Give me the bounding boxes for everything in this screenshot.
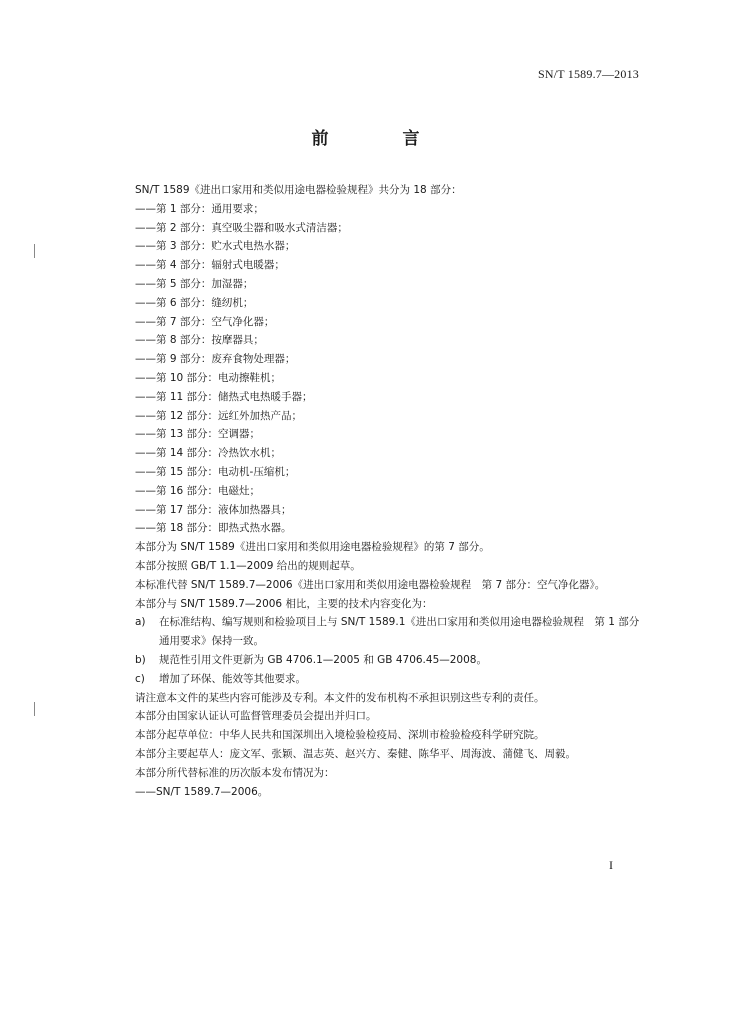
- list-item: ——第 12 部分：远红外加热产品；: [135, 409, 303, 422]
- list-item: ——第 16 部分：电磁灶；: [135, 484, 261, 497]
- list-item: ——第 3 部分：贮水式电热水器；: [135, 240, 296, 253]
- page-number: I: [609, 858, 613, 872]
- paragraph: ——SN/T 1589.7—2006。: [135, 785, 269, 798]
- standard-code: SN/T 1589.7—2013: [538, 67, 639, 81]
- list-item: ——第 18 部分：即热式热水器。: [135, 522, 292, 535]
- change-text: 在标准结构、编写规则和检验项目上与 SN/T 1589.1《进出口家用和类似用途电器检验规程 第 1 部分 通用要求》保持一致。: [159, 616, 650, 648]
- list-item: ——第 9 部分：废弃食物处理器；: [135, 353, 296, 366]
- change-text: 规范性引用文件更新为 GB 4706.1—2005 和 GB 4706.45—2008。: [159, 653, 487, 666]
- change-marker: a): [135, 616, 146, 629]
- paragraph: 本部分主要起草人：庞文军、张颖、温志英、赵兴方、秦健、陈华平、周海波、蒲健飞、周毅。: [135, 747, 576, 760]
- list-item: ——第 6 部分：缝纫机；: [135, 296, 254, 309]
- list-item: ——第 8 部分：按摩器具；: [135, 334, 264, 347]
- foreword-body: [135, 181, 655, 801]
- change-marker: c): [135, 672, 145, 685]
- paragraph: 本部分起草单位：中华人民共和国深圳出入境检验检疫局、深圳市检验检疫科学研究院。: [135, 729, 545, 742]
- list-item: ——第 10 部分：电动擦鞋机；: [135, 371, 282, 384]
- list-item: ——第 5 部分：加湿器；: [135, 277, 254, 290]
- list-item: ——第 15 部分：电动机-压缩机；: [135, 465, 296, 478]
- list-item: ——第 11 部分：储热式电热暖手器；: [135, 390, 313, 403]
- change-item: [135, 670, 655, 689]
- paragraph: 本部分与 SN/T 1589.7—2006 相比，主要的技术内容变化为：: [135, 597, 433, 610]
- intro-paragraph: SN/T 1589《进出口家用和类似用途电器检验规程》共分为 18 部分：: [135, 184, 462, 196]
- paragraph: 本部分为 SN/T 1589《进出口家用和类似用途电器检验规程》的第 7 部分。: [135, 541, 490, 554]
- paragraph: 本部分按照 GB/T 1.1—2009 给出的规则起草。: [135, 559, 361, 572]
- list-item: ——第 13 部分：空调器；: [135, 428, 261, 441]
- list-item: ——第 4 部分：辐射式电暖器；: [135, 259, 285, 272]
- change-item: [135, 651, 655, 670]
- scan-mark: [34, 702, 35, 716]
- list-item: ——第 2 部分：真空吸尘器和吸水式清洁器；: [135, 221, 348, 234]
- change-item: [135, 613, 655, 651]
- paragraph: 本标准代替 SN/T 1589.7—2006《进出口家用和类似用途电器检验规程 第 7 部分：空气净化器》。: [135, 578, 606, 591]
- page-title: 前 言: [311, 129, 454, 149]
- scan-mark: [34, 244, 35, 258]
- list-item: ——第 7 部分：空气净化器；: [135, 315, 275, 328]
- parts-list: [135, 200, 655, 538]
- list-item: ——第 14 部分：冷热饮水机；: [135, 447, 282, 460]
- paragraph: 本部分由国家认证认可监督管理委员会提出并归口。: [135, 710, 377, 723]
- change-marker: b): [135, 653, 146, 666]
- list-item: ——第 1 部分：通用要求；: [135, 202, 264, 215]
- paragraph: 本部分所代替标准的历次版本发布情况为：: [135, 766, 335, 779]
- change-text: 增加了环保、能效等其他要求。: [159, 672, 306, 685]
- list-item: ——第 17 部分：液体加热器具；: [135, 503, 292, 516]
- paragraph: 请注意本文件的某些内容可能涉及专利。本文件的发布机构不承担识别这些专利的责任。: [135, 691, 545, 704]
